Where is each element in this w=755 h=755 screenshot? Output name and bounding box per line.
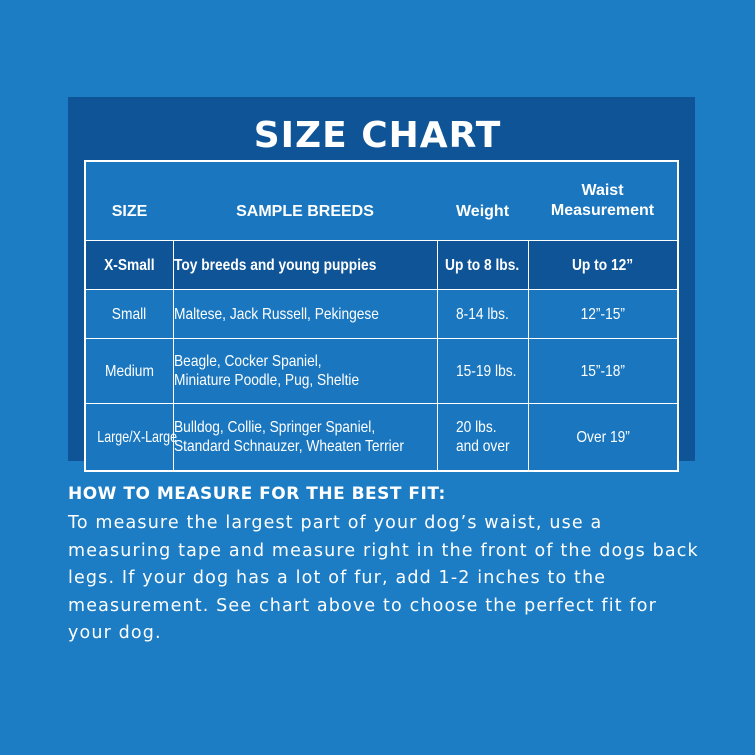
size-cell: Large/X-Large	[85, 404, 173, 472]
header-waist	[528, 161, 678, 241]
breeds-line: Beagle, Cocker Spaniel,	[173, 353, 322, 370]
breeds-cell: Maltese, Jack Russell, Pekingese	[173, 290, 437, 339]
weight-cell	[437, 404, 528, 472]
table-row	[85, 404, 678, 472]
waist-cell: 15”-18”	[528, 339, 678, 404]
weight-line: 20 lbs.	[455, 419, 497, 436]
size-table	[84, 160, 679, 472]
waist-cell: Over 19”	[528, 404, 678, 472]
table-row	[85, 290, 678, 339]
waist-cell: 12”-15”	[528, 290, 678, 339]
waist-cell: Up to 12”	[528, 241, 678, 290]
header-breeds: SAMPLE BREEDS	[173, 161, 437, 241]
weight-cell: Up to 8 lbs.	[437, 241, 528, 290]
chart-title: SIZE CHART	[253, 115, 502, 156]
header-waist-line2: Measurement	[550, 202, 655, 219]
breeds-cell	[173, 339, 437, 404]
weight-cell: 15-19 lbs.	[437, 339, 528, 404]
weight-line: and over	[455, 438, 510, 455]
table-header-row	[85, 161, 678, 241]
measure-heading: HOW TO MEASURE FOR THE BEST FIT:	[68, 484, 446, 504]
breeds-line: Miniature Poodle, Pug, Sheltie	[173, 372, 359, 389]
size-cell: X-Small	[85, 241, 173, 290]
breeds-line: Bulldog, Collie, Springer Spaniel,	[173, 419, 375, 436]
header-size: SIZE	[85, 161, 173, 241]
breeds-line: Standard Schnauzer, Wheaten Terrier	[173, 438, 404, 455]
table-row	[85, 241, 678, 290]
header-waist-line1: Waist	[581, 182, 624, 199]
weight-cell: 8-14 lbs.	[437, 290, 528, 339]
size-cell: Medium	[85, 339, 173, 404]
breeds-cell: Toy breeds and young puppies	[173, 241, 437, 290]
header-weight: Weight	[437, 161, 528, 241]
measure-instructions: To measure the largest part of your dog’s waist, use a measuring tape and measure right in the front of the dogs back legs. If your dog has a lot of fur, add 1-2 inches to the measurement. See chart above to choose the perfect fit for your dog.	[68, 513, 699, 643]
size-cell: Small	[85, 290, 173, 339]
table-row	[85, 339, 678, 404]
breeds-cell	[173, 404, 437, 472]
